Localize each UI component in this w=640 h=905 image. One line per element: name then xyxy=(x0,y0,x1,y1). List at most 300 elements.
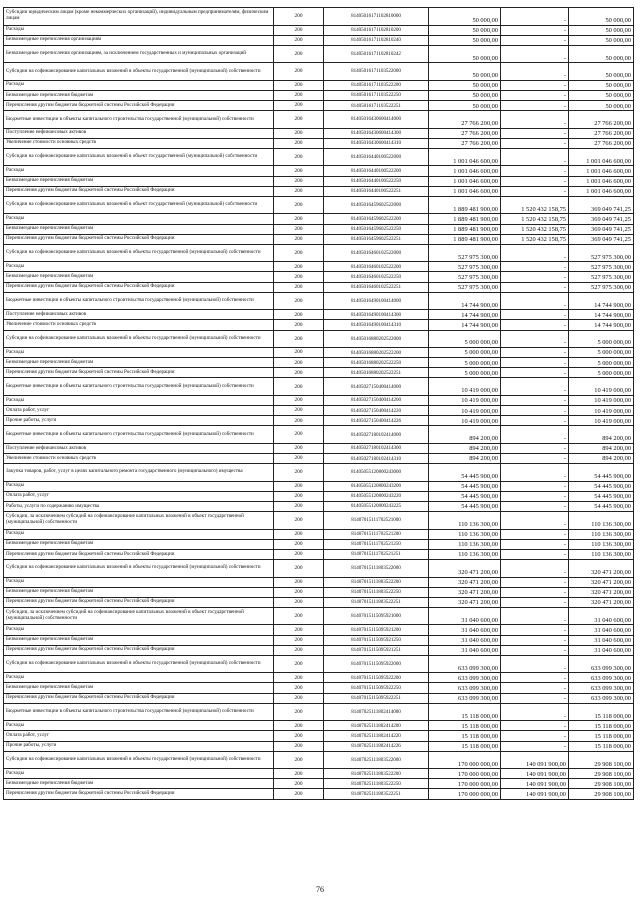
line-item-name: Расходы xyxy=(4,769,274,779)
table-row xyxy=(4,45,634,63)
executed-amount: - xyxy=(501,8,569,26)
line-item-name: Перечисления другим бюджетам бюджетной системы Российской Федерации xyxy=(4,282,274,292)
table-row xyxy=(4,789,634,799)
budget-classification-code: 81407015111803522251 xyxy=(324,597,429,607)
table-row xyxy=(4,358,634,368)
executed-amount: 1 520 432 158,75 xyxy=(501,234,569,244)
line-code: 200 xyxy=(274,368,324,378)
table-row xyxy=(4,310,634,320)
line-item-name: Бюджетные инвестиции в объекты капитального строительства государственной (муниципальной) собственности xyxy=(4,292,274,310)
line-code: 200 xyxy=(274,234,324,244)
approved-amount: 894 200,00 xyxy=(429,454,501,464)
executed-amount: - xyxy=(501,406,569,416)
line-code: 200 xyxy=(274,549,324,559)
approved-amount: 50 000,00 xyxy=(429,63,501,81)
line-item-name: Безвозмездные перечисления организациям xyxy=(4,35,274,45)
table-row xyxy=(4,80,634,90)
line-item-name: Расходы xyxy=(4,481,274,491)
line-code: 200 xyxy=(274,45,324,63)
line-item-name: Работы, услуги по содержанию имущества xyxy=(4,501,274,511)
table-row xyxy=(4,481,634,491)
unexecuted-amount: 54 445 900,00 xyxy=(569,481,634,491)
unexecuted-amount: 31 040 600,00 xyxy=(569,625,634,635)
table-row xyxy=(4,443,634,453)
unexecuted-amount: 27 766 200,00 xyxy=(569,128,634,138)
line-code: 200 xyxy=(274,35,324,45)
unexecuted-amount: 14 744 900,00 xyxy=(569,320,634,330)
table-row xyxy=(4,693,634,703)
line-code: 200 xyxy=(274,645,324,655)
unexecuted-amount: 14 744 900,00 xyxy=(569,310,634,320)
unexecuted-amount: 110 136 300,00 xyxy=(569,539,634,549)
unexecuted-amount: 50 000,00 xyxy=(569,63,634,81)
line-item-name: Безвозмездные перечисления бюджетам xyxy=(4,176,274,186)
executed-amount: - xyxy=(501,395,569,405)
budget-classification-code: 81407015115095922200 xyxy=(324,673,429,683)
budget-classification-code: 81405016430600414310 xyxy=(324,138,429,148)
table-row xyxy=(4,577,634,587)
approved-amount: 54 445 900,00 xyxy=(429,491,501,501)
unexecuted-amount: 10 419 000,00 xyxy=(569,378,634,396)
line-code: 200 xyxy=(274,80,324,90)
line-item-name: Расходы xyxy=(4,673,274,683)
executed-amount: - xyxy=(501,101,569,111)
line-item-name: Перечисления другим бюджетам бюджетной системы Российской Федерации xyxy=(4,789,274,799)
approved-amount: 10 419 000,00 xyxy=(429,406,501,416)
line-item-name: Оплата работ, услуг xyxy=(4,491,274,501)
budget-classification-code: 81405016440100522200 xyxy=(324,166,429,176)
line-code: 200 xyxy=(274,655,324,673)
approved-amount: 10 419 000,00 xyxy=(429,378,501,396)
approved-amount: 15 118 000,00 xyxy=(429,741,501,751)
executed-amount: 1 520 432 158,75 xyxy=(501,196,569,214)
line-code: 200 xyxy=(274,310,324,320)
table-row xyxy=(4,272,634,282)
budget-classification-code: 81407015115095921250 xyxy=(324,635,429,645)
unexecuted-amount: 894 200,00 xyxy=(569,443,634,453)
budget-classification-code: 81405016171102810200 xyxy=(324,25,429,35)
approved-amount: 1 001 046 600,00 xyxy=(429,176,501,186)
line-code: 200 xyxy=(274,395,324,405)
unexecuted-amount: 31 040 600,00 xyxy=(569,645,634,655)
unexecuted-amount: 320 471 200,00 xyxy=(569,560,634,578)
table-row xyxy=(4,501,634,511)
approved-amount: 50 000,00 xyxy=(429,35,501,45)
unexecuted-amount: 15 118 000,00 xyxy=(569,703,634,721)
line-item-name: Безвозмездные перечисления бюджетам xyxy=(4,587,274,597)
line-item-name: Расходы xyxy=(4,577,274,587)
budget-classification-code: 81405027150400414000 xyxy=(324,378,429,396)
table-row xyxy=(4,426,634,444)
budget-classification-code: 81405016171102810240 xyxy=(324,35,429,45)
executed-amount: - xyxy=(501,368,569,378)
approved-amount: 31 040 600,00 xyxy=(429,607,501,625)
table-row xyxy=(4,741,634,751)
table-row xyxy=(4,111,634,129)
table-row xyxy=(4,330,634,348)
budget-classification-code: 81407015115095922250 xyxy=(324,683,429,693)
line-code: 200 xyxy=(274,464,324,482)
executed-amount: - xyxy=(501,577,569,587)
unexecuted-amount: 50 000,00 xyxy=(569,90,634,100)
budget-classification-code: 81405027180102414310 xyxy=(324,454,429,464)
unexecuted-amount: 54 445 900,00 xyxy=(569,491,634,501)
line-code: 200 xyxy=(274,262,324,272)
executed-amount: - xyxy=(501,529,569,539)
table-row xyxy=(4,148,634,166)
budget-classification-code: 81407015115095921000 xyxy=(324,607,429,625)
approved-amount: 31 040 600,00 xyxy=(429,625,501,635)
unexecuted-amount: 110 136 300,00 xyxy=(569,512,634,530)
table-row xyxy=(4,166,634,176)
table-row xyxy=(4,35,634,45)
line-code: 200 xyxy=(274,378,324,396)
table-row xyxy=(4,196,634,214)
budget-classification-code: 81407025111803522200 xyxy=(324,769,429,779)
executed-amount: 140 091 900,00 xyxy=(501,751,569,769)
unexecuted-amount: 10 419 000,00 xyxy=(569,406,634,416)
budget-classification-code: 81405016460102522250 xyxy=(324,272,429,282)
line-item-name: Поступление нефинансовых активов xyxy=(4,443,274,453)
unexecuted-amount: 1 001 046 600,00 xyxy=(569,166,634,176)
budget-classification-code: 81405016440100522000 xyxy=(324,148,429,166)
unexecuted-amount: 527 975 300,00 xyxy=(569,272,634,282)
executed-amount: - xyxy=(501,138,569,148)
executed-amount: - xyxy=(501,186,569,196)
approved-amount: 10 419 000,00 xyxy=(429,395,501,405)
table-row xyxy=(4,779,634,789)
table-row xyxy=(4,406,634,416)
approved-amount: 50 000,00 xyxy=(429,45,501,63)
table-row xyxy=(4,234,634,244)
approved-amount: 170 000 000,00 xyxy=(429,789,501,799)
budget-classification-code: 81405016430600414300 xyxy=(324,128,429,138)
line-code: 200 xyxy=(274,166,324,176)
budget-classification-code: 81405055120800243000 xyxy=(324,464,429,482)
line-item-name: Перечисления другим бюджетам бюджетной системы Российской Федерации xyxy=(4,234,274,244)
executed-amount: - xyxy=(501,35,569,45)
line-item-name: Поступление нефинансовых активов xyxy=(4,310,274,320)
unexecuted-amount: 1 001 046 600,00 xyxy=(569,186,634,196)
line-item-name: Субсидии, за исключением субсидий на софинансирование капитальных вложений в объект государственной (муниципальной) собственности xyxy=(4,607,274,625)
budget-classification-code: 81407015111803522200 xyxy=(324,577,429,587)
approved-amount: 110 136 300,00 xyxy=(429,529,501,539)
line-code: 200 xyxy=(274,406,324,416)
approved-amount: 633 099 300,00 xyxy=(429,655,501,673)
line-code: 200 xyxy=(274,731,324,741)
executed-amount: - xyxy=(501,25,569,35)
table-row xyxy=(4,25,634,35)
approved-amount: 110 136 300,00 xyxy=(429,539,501,549)
unexecuted-amount: 320 471 200,00 xyxy=(569,587,634,597)
line-item-name: Субсидии на софинансирование капитальных вложений в объекты государственной (муниципальной) собственности xyxy=(4,560,274,578)
line-code: 200 xyxy=(274,148,324,166)
table-row xyxy=(4,731,634,741)
line-code: 200 xyxy=(274,176,324,186)
table-row xyxy=(4,635,634,645)
line-item-name: Перечисления другим бюджетам бюджетной системы Российской Федерации xyxy=(4,549,274,559)
table-row xyxy=(4,454,634,464)
line-code: 200 xyxy=(274,348,324,358)
table-row xyxy=(4,539,634,549)
approved-amount: 54 445 900,00 xyxy=(429,464,501,482)
executed-amount: - xyxy=(501,587,569,597)
line-code: 200 xyxy=(274,635,324,645)
unexecuted-amount: 50 000,00 xyxy=(569,8,634,26)
executed-amount: - xyxy=(501,148,569,166)
unexecuted-amount: 50 000,00 xyxy=(569,45,634,63)
unexecuted-amount: 1 001 046 600,00 xyxy=(569,176,634,186)
line-code: 200 xyxy=(274,25,324,35)
budget-classification-code: 81405027180102414300 xyxy=(324,443,429,453)
line-code: 200 xyxy=(274,443,324,453)
unexecuted-amount: 894 200,00 xyxy=(569,426,634,444)
budget-classification-code: 81407015115095922000 xyxy=(324,655,429,673)
unexecuted-amount: 27 766 200,00 xyxy=(569,138,634,148)
budget-classification-code: 81407025111802414200 xyxy=(324,721,429,731)
line-item-name: Расходы xyxy=(4,395,274,405)
line-item-name: Безвозмездные перечисления бюджетам xyxy=(4,779,274,789)
approved-amount: 170 000 000,00 xyxy=(429,751,501,769)
line-item-name: Расходы xyxy=(4,262,274,272)
unexecuted-amount: 50 000,00 xyxy=(569,80,634,90)
line-code: 200 xyxy=(274,703,324,721)
line-code: 200 xyxy=(274,597,324,607)
executed-amount: - xyxy=(501,693,569,703)
line-code: 200 xyxy=(274,789,324,799)
executed-amount: - xyxy=(501,330,569,348)
line-item-name: Субсидии на софинансирование капитальных вложений в объект государственной (муниципальной) собственности xyxy=(4,196,274,214)
budget-classification-code: 81407015111702521251 xyxy=(324,549,429,559)
line-item-name: Субсидии на софинансирование капитальных вложений в объекты государственной (муниципальной) собственности xyxy=(4,751,274,769)
line-code: 200 xyxy=(274,501,324,511)
executed-amount: - xyxy=(501,560,569,578)
line-item-name: Перечисления другим бюджетам бюджетной системы Российской Федерации xyxy=(4,597,274,607)
approved-amount: 27 766 200,00 xyxy=(429,111,501,129)
approved-amount: 633 099 300,00 xyxy=(429,673,501,683)
executed-amount: - xyxy=(501,731,569,741)
unexecuted-amount: 15 118 000,00 xyxy=(569,721,634,731)
line-code: 200 xyxy=(274,101,324,111)
unexecuted-amount: 15 118 000,00 xyxy=(569,731,634,741)
budget-classification-code: 81405027150400414226 xyxy=(324,416,429,426)
unexecuted-amount: 633 099 300,00 xyxy=(569,673,634,683)
line-item-name: Бюджетные инвестиции в объекты капитального строительства государственной (муниципальной) собственности xyxy=(4,426,274,444)
line-item-name: Поступление нефинансовых активов xyxy=(4,128,274,138)
budget-classification-code: 81407025111802414226 xyxy=(324,741,429,751)
budget-classification-code: 81405016880202522000 xyxy=(324,330,429,348)
unexecuted-amount: 14 744 900,00 xyxy=(569,292,634,310)
line-item-name: Прочие работы, услуги xyxy=(4,741,274,751)
line-code: 200 xyxy=(274,138,324,148)
table-row xyxy=(4,769,634,779)
executed-amount: - xyxy=(501,292,569,310)
line-code: 200 xyxy=(274,224,324,234)
approved-amount: 14 744 900,00 xyxy=(429,320,501,330)
budget-classification-code: 81405055120800243225 xyxy=(324,501,429,511)
line-item-name: Субсидии на софинансирование капитальных вложений в объекты государственной (муниципальной) собственности xyxy=(4,63,274,81)
executed-amount: - xyxy=(501,539,569,549)
approved-amount: 50 000,00 xyxy=(429,8,501,26)
approved-amount: 170 000 000,00 xyxy=(429,769,501,779)
line-code: 200 xyxy=(274,128,324,138)
line-code: 200 xyxy=(274,481,324,491)
line-item-name: Расходы xyxy=(4,25,274,35)
line-item-name: Расходы xyxy=(4,80,274,90)
unexecuted-amount: 5 000 000,00 xyxy=(569,358,634,368)
unexecuted-amount: 633 099 300,00 xyxy=(569,683,634,693)
table-row xyxy=(4,214,634,224)
line-item-name: Перечисления другим бюджетам бюджетной системы Российской Федерации xyxy=(4,368,274,378)
budget-classification-code: 81407015115095921200 xyxy=(324,625,429,635)
line-code: 200 xyxy=(274,587,324,597)
approved-amount: 5 000 000,00 xyxy=(429,330,501,348)
unexecuted-amount: 29 908 100,00 xyxy=(569,789,634,799)
line-code: 200 xyxy=(274,625,324,635)
line-code: 200 xyxy=(274,358,324,368)
budget-classification-code: 81405027150400414220 xyxy=(324,406,429,416)
line-code: 200 xyxy=(274,512,324,530)
executed-amount: - xyxy=(501,426,569,444)
unexecuted-amount: 54 445 900,00 xyxy=(569,464,634,482)
line-item-name: Расходы xyxy=(4,625,274,635)
unexecuted-amount: 50 000,00 xyxy=(569,101,634,111)
approved-amount: 894 200,00 xyxy=(429,426,501,444)
approved-amount: 27 766 200,00 xyxy=(429,138,501,148)
budget-classification-code: 81405016490100414310 xyxy=(324,320,429,330)
table-row xyxy=(4,645,634,655)
unexecuted-amount: 369 049 741,25 xyxy=(569,196,634,214)
approved-amount: 27 766 200,00 xyxy=(429,128,501,138)
line-code: 200 xyxy=(274,426,324,444)
approved-amount: 14 744 900,00 xyxy=(429,292,501,310)
approved-amount: 5 000 000,00 xyxy=(429,348,501,358)
table-row xyxy=(4,683,634,693)
table-row xyxy=(4,673,634,683)
unexecuted-amount: 1 001 046 600,00 xyxy=(569,148,634,166)
line-item-name: Закупка товаров, работ, услуг в целях капитального ремонта государственного (муниципального) имущества xyxy=(4,464,274,482)
unexecuted-amount: 10 419 000,00 xyxy=(569,395,634,405)
executed-amount: - xyxy=(501,90,569,100)
line-code: 200 xyxy=(274,491,324,501)
unexecuted-amount: 633 099 300,00 xyxy=(569,655,634,673)
line-code: 200 xyxy=(274,330,324,348)
line-item-name: Оплата работ, услуг xyxy=(4,731,274,741)
line-item-name: Безвозмездные перечисления бюджетам xyxy=(4,90,274,100)
unexecuted-amount: 15 118 000,00 xyxy=(569,741,634,751)
unexecuted-amount: 50 000,00 xyxy=(569,35,634,45)
budget-classification-code: 81407025111802414220 xyxy=(324,731,429,741)
approved-amount: 320 471 200,00 xyxy=(429,597,501,607)
executed-amount: - xyxy=(501,635,569,645)
executed-amount: - xyxy=(501,454,569,464)
line-item-name: Увеличение стоимости основных средств xyxy=(4,138,274,148)
table-row xyxy=(4,464,634,482)
table-row xyxy=(4,244,634,262)
executed-amount: - xyxy=(501,262,569,272)
unexecuted-amount: 894 200,00 xyxy=(569,454,634,464)
line-item-name: Расходы xyxy=(4,166,274,176)
executed-amount: - xyxy=(501,416,569,426)
line-item-name: Расходы xyxy=(4,529,274,539)
table-row xyxy=(4,176,634,186)
budget-classification-code: 81405027180102414000 xyxy=(324,426,429,444)
line-item-name: Увеличение стоимости основных средств xyxy=(4,454,274,464)
unexecuted-amount: 10 419 000,00 xyxy=(569,416,634,426)
executed-amount: - xyxy=(501,683,569,693)
unexecuted-amount: 369 049 741,25 xyxy=(569,234,634,244)
line-item-name: Субсидии на софинансирование капитальных вложений в объекты государственной (муниципальной) собственности xyxy=(4,330,274,348)
budget-classification-code: 81405016430600414000 xyxy=(324,111,429,129)
approved-amount: 1 889 481 900,00 xyxy=(429,224,501,234)
unexecuted-amount: 5 000 000,00 xyxy=(569,368,634,378)
table-row xyxy=(4,63,634,81)
table-row xyxy=(4,368,634,378)
approved-amount: 320 471 200,00 xyxy=(429,577,501,587)
line-code: 200 xyxy=(274,320,324,330)
budget-classification-code: 81405016171103522251 xyxy=(324,101,429,111)
approved-amount: 320 471 200,00 xyxy=(429,587,501,597)
table-row xyxy=(4,395,634,405)
unexecuted-amount: 29 908 100,00 xyxy=(569,751,634,769)
budget-classification-code: 81407015111803522000 xyxy=(324,560,429,578)
line-item-name: Субсидии юридическим лицам (кроме некоммерческих организаций), индивидуальным предпринимателям, физическим лицам xyxy=(4,8,274,26)
table-row xyxy=(4,416,634,426)
line-code: 200 xyxy=(274,721,324,731)
executed-amount: - xyxy=(501,655,569,673)
line-item-name: Безвозмездные перечисления организациям, за исключением государственных и муниципальных организаций xyxy=(4,45,274,63)
table-row xyxy=(4,186,634,196)
line-code: 200 xyxy=(274,272,324,282)
approved-amount: 15 118 000,00 xyxy=(429,721,501,731)
approved-amount: 633 099 300,00 xyxy=(429,693,501,703)
unexecuted-amount: 633 099 300,00 xyxy=(569,693,634,703)
budget-classification-code: 81407015115095922251 xyxy=(324,693,429,703)
budget-classification-code: 81405016490100414000 xyxy=(324,292,429,310)
unexecuted-amount: 5 000 000,00 xyxy=(569,330,634,348)
approved-amount: 15 118 000,00 xyxy=(429,731,501,741)
line-item-name: Субсидии на софинансирование капитальных вложений в объекты государственной (муниципальной) собственности xyxy=(4,655,274,673)
approved-amount: 1 001 046 600,00 xyxy=(429,166,501,176)
table-body xyxy=(4,8,634,800)
line-code: 200 xyxy=(274,111,324,129)
executed-amount: 1 520 432 158,75 xyxy=(501,214,569,224)
budget-classification-code: 81405016459602522200 xyxy=(324,214,429,224)
approved-amount: 633 099 300,00 xyxy=(429,683,501,693)
approved-amount: 1 889 481 900,00 xyxy=(429,214,501,224)
unexecuted-amount: 369 049 741,25 xyxy=(569,214,634,224)
budget-classification-code: 81405027150400414200 xyxy=(324,395,429,405)
budget-classification-code: 81405016171102810242 xyxy=(324,45,429,63)
budget-classification-code: 81405055120800243200 xyxy=(324,481,429,491)
table-row xyxy=(4,320,634,330)
table-row xyxy=(4,751,634,769)
unexecuted-amount: 527 975 300,00 xyxy=(569,282,634,292)
unexecuted-amount: 29 908 100,00 xyxy=(569,779,634,789)
unexecuted-amount: 527 975 300,00 xyxy=(569,262,634,272)
budget-classification-code: 81407015115095921251 xyxy=(324,645,429,655)
line-code: 200 xyxy=(274,90,324,100)
approved-amount: 50 000,00 xyxy=(429,101,501,111)
budget-classification-code: 81405016459602522000 xyxy=(324,196,429,214)
budget-classification-code: 81405016171103522000 xyxy=(324,63,429,81)
table-row xyxy=(4,262,634,272)
line-item-name: Безвозмездные перечисления бюджетам xyxy=(4,683,274,693)
line-item-name: Перечисления другим бюджетам бюджетной системы Российской Федерации xyxy=(4,186,274,196)
approved-amount: 110 136 300,00 xyxy=(429,549,501,559)
approved-amount: 50 000,00 xyxy=(429,25,501,35)
table-row xyxy=(4,128,634,138)
